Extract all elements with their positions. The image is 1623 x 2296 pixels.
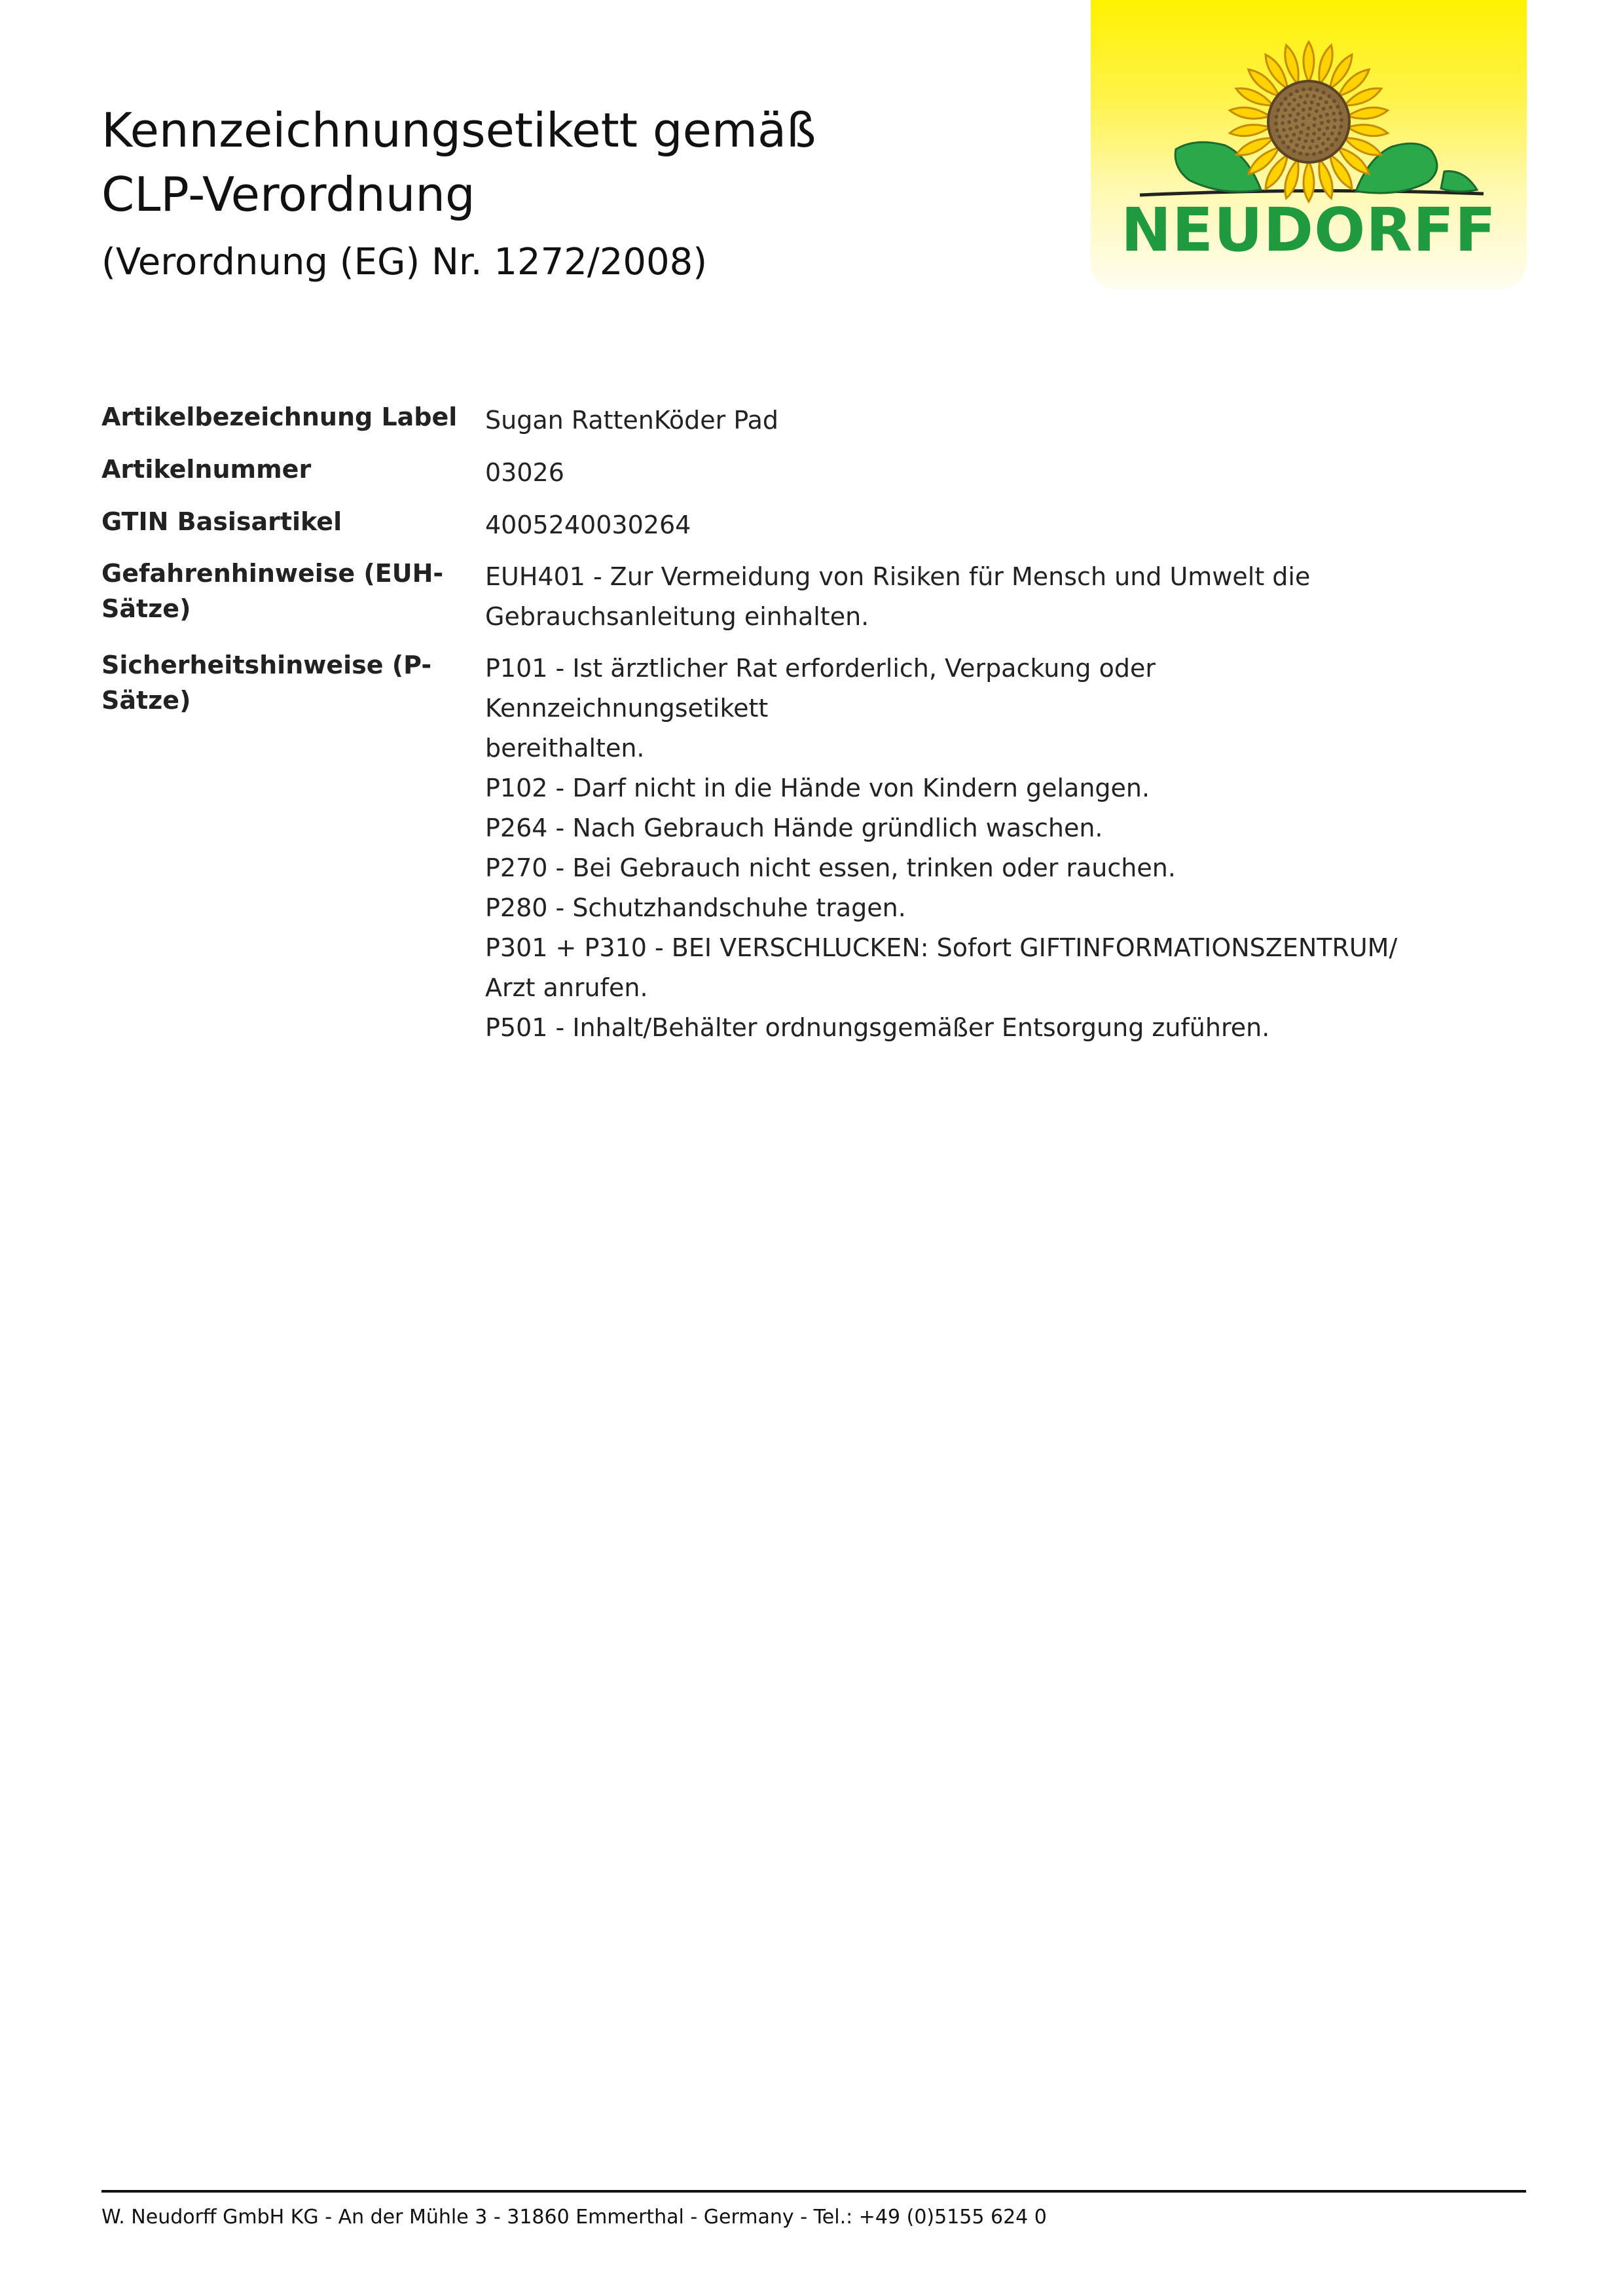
seed <box>1289 92 1293 96</box>
seed <box>1332 112 1336 116</box>
petal <box>1229 105 1271 122</box>
value-line: P270 - Bei Gebrauch nicht essen, trinken oder rauchen. <box>485 853 1176 882</box>
seed <box>1295 143 1299 147</box>
value-line: 4005240030264 <box>485 511 691 539</box>
seed <box>1319 96 1322 100</box>
seed <box>1315 88 1319 92</box>
seed <box>1283 108 1287 112</box>
row-label: Artikelbezeichnung Label <box>101 403 458 431</box>
seed <box>1320 121 1324 125</box>
seed <box>1334 137 1338 141</box>
seed <box>1302 117 1305 120</box>
petal <box>1347 105 1389 122</box>
seed <box>1316 103 1320 107</box>
seed <box>1315 109 1319 113</box>
seed <box>1336 105 1340 109</box>
seed <box>1311 139 1315 143</box>
product-info-table <box>101 399 1411 1048</box>
seed <box>1322 90 1326 94</box>
seed <box>1296 103 1300 107</box>
seed <box>1302 108 1305 112</box>
seed <box>1312 132 1316 135</box>
row-value <box>485 556 1402 637</box>
seed <box>1330 132 1334 135</box>
seed <box>1333 118 1337 122</box>
seed <box>1303 101 1307 105</box>
footer-divider <box>101 2190 1526 2193</box>
page-title <box>101 98 816 226</box>
seed <box>1305 133 1309 137</box>
seed <box>1306 126 1310 130</box>
value-line: 03026 <box>485 458 564 487</box>
logo-wordmark: NEUDORFF <box>1121 195 1497 265</box>
seed <box>1326 119 1330 123</box>
row-label-line-1: Gefahrenhinweise (EUH- <box>101 559 444 588</box>
row-value <box>485 452 1402 493</box>
seed <box>1327 94 1331 98</box>
seed <box>1313 117 1317 120</box>
seed <box>1304 139 1307 143</box>
seed <box>1279 102 1283 106</box>
value-line: P501 - Inhalt/Behälter ordnungsgemäßer Entsorgung zuführen. <box>485 1013 1270 1042</box>
seed <box>1319 151 1322 154</box>
row-label <box>101 556 485 626</box>
seed <box>1284 97 1288 101</box>
seed <box>1340 118 1343 122</box>
seed <box>1325 126 1329 130</box>
value-line: EUH401 - Zur Vermeidung von Risiken für Mensch und Umwelt die <box>485 562 1311 591</box>
seed <box>1332 125 1336 129</box>
row-label: Sicherheitshinweise (P-Sätze) <box>101 651 432 715</box>
value-line: Sugan RattenKöder Pad <box>485 406 778 435</box>
row-value <box>485 399 1402 440</box>
value-line: P301 + P310 - BEI VERSCHLUCKEN: Sofort GIFTINFORMATIONSZENTRUM/ <box>485 933 1398 962</box>
page-title-line-2: CLP-Verordnung <box>101 167 475 222</box>
seed <box>1292 107 1296 111</box>
petal <box>1347 122 1389 139</box>
seed <box>1308 146 1312 150</box>
seed <box>1281 141 1285 145</box>
seed <box>1302 145 1305 149</box>
row-label: GTIN Basisartikel <box>101 507 342 536</box>
seed <box>1296 112 1300 116</box>
value-line: P102 - Darf nicht in die Hände von Kindern gelangen. <box>485 774 1150 802</box>
seed <box>1319 115 1322 118</box>
seed <box>1308 107 1312 111</box>
seed <box>1281 121 1285 125</box>
table-row <box>101 504 1411 545</box>
seed <box>1338 111 1342 115</box>
neudorff-logo <box>1091 0 1527 289</box>
seed <box>1288 127 1292 131</box>
seed <box>1294 118 1298 122</box>
seed <box>1312 94 1316 98</box>
seed <box>1317 137 1321 141</box>
seed <box>1282 128 1286 132</box>
seed <box>1295 125 1299 129</box>
row-value <box>485 647 1402 1048</box>
table-row <box>101 647 1411 1048</box>
seed <box>1312 152 1316 156</box>
seed <box>1332 99 1336 103</box>
table-row <box>101 399 1411 440</box>
seed <box>1278 135 1282 139</box>
page-title-line-1: Kennzeichnungsetikett gemäß <box>101 103 816 158</box>
table-row <box>101 556 1411 637</box>
value-line: bereithalten. <box>485 734 645 762</box>
seed <box>1322 107 1326 111</box>
row-value <box>485 504 1402 545</box>
seed <box>1305 94 1309 98</box>
seed <box>1330 143 1334 147</box>
seed <box>1307 113 1311 117</box>
seed <box>1287 102 1291 106</box>
seed <box>1322 132 1326 136</box>
value-line: P264 - Nach Gebrauch Hände gründlich waschen. <box>485 814 1103 842</box>
seed <box>1312 123 1316 127</box>
seed <box>1324 100 1328 104</box>
seed <box>1328 105 1332 109</box>
row-label-line-2: Sätze) <box>101 594 191 623</box>
footer-address: W. Neudorff GmbH KG - An der Mühle 3 - 31860 Emmerthal - Germany - Tel.: +49 (0)5155 624 0 <box>101 2206 1047 2229</box>
value-line: P280 - Schutzhandschuhe tragen. <box>485 893 906 922</box>
seed <box>1326 137 1330 141</box>
seed <box>1295 89 1299 93</box>
petal <box>1229 122 1271 139</box>
seed <box>1274 122 1278 126</box>
seed <box>1275 128 1279 132</box>
seed <box>1276 108 1280 112</box>
seed <box>1321 141 1325 145</box>
seed <box>1315 145 1319 149</box>
seed <box>1289 139 1293 143</box>
value-line: Arzt anrufen. <box>485 973 648 1002</box>
seed <box>1317 128 1321 132</box>
seed <box>1338 132 1341 135</box>
seed <box>1292 133 1296 137</box>
seed <box>1288 113 1292 117</box>
seed <box>1299 130 1303 134</box>
seed <box>1302 88 1305 92</box>
seed <box>1298 137 1302 141</box>
seed <box>1339 125 1343 129</box>
seed <box>1299 95 1303 99</box>
row-label: Artikelnummer <box>101 455 312 484</box>
seed <box>1287 120 1291 124</box>
table-row <box>101 452 1411 493</box>
seed <box>1285 134 1289 138</box>
seed <box>1324 147 1328 151</box>
seed <box>1286 145 1290 149</box>
seed <box>1298 151 1302 155</box>
seed <box>1275 115 1279 118</box>
page-subtitle: (Verordnung (EG) Nr. 1272/2008) <box>101 241 708 283</box>
value-line: P101 - Ist ärztlicher Rat erforderlich, Verpackung oder Kennzeichnungsetikett <box>485 654 1156 723</box>
value-line: Gebrauchsanleitung einhalten. <box>485 602 869 631</box>
seed <box>1292 98 1296 102</box>
seed <box>1310 100 1314 104</box>
seed <box>1301 123 1305 127</box>
seed <box>1308 87 1312 91</box>
seed <box>1281 115 1285 118</box>
petal <box>1304 42 1314 82</box>
seed <box>1292 149 1296 153</box>
seed <box>1325 113 1329 117</box>
seed <box>1305 152 1309 156</box>
